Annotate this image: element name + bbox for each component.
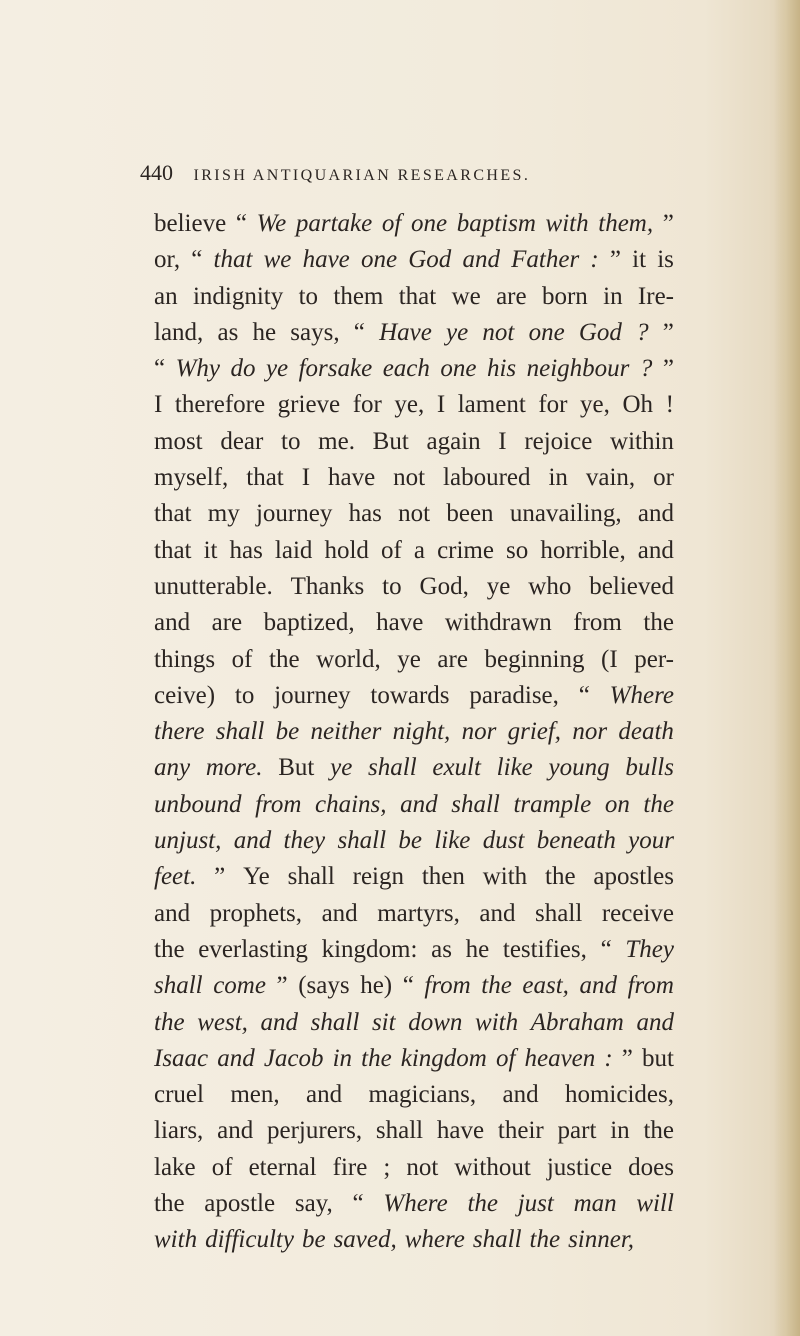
word: Thanks: [290, 572, 365, 600]
word: one: [360, 246, 398, 274]
word: not: [406, 1153, 439, 1181]
word: be: [275, 718, 300, 746]
word: shall: [451, 790, 500, 818]
word: any: [154, 754, 191, 782]
word: night,: [392, 718, 451, 746]
word: unbound: [154, 790, 242, 818]
word: with: [545, 210, 589, 237]
word: shall: [215, 718, 265, 746]
word: where: [404, 1226, 465, 1254]
text-line: [154, 460, 674, 496]
text-line: [154, 242, 674, 278]
word: shall: [310, 1008, 360, 1036]
word: hold: [324, 536, 369, 564]
word: that: [398, 282, 437, 310]
word: “: [402, 972, 414, 1000]
word: or: [653, 464, 674, 492]
word: dust: [482, 827, 525, 855]
word: just: [517, 1190, 554, 1218]
word: and: [306, 1081, 343, 1109]
word: the: [154, 935, 185, 963]
word: cruel: [154, 1081, 204, 1109]
word: for: [352, 391, 382, 419]
text-line: [154, 1005, 674, 1041]
word: apostle: [204, 1190, 276, 1218]
word: I: [301, 464, 311, 492]
word: per-: [634, 645, 674, 673]
word: therefore: [174, 391, 266, 419]
word: chains,: [315, 790, 387, 818]
word: shall: [535, 899, 583, 927]
word: but: [641, 1044, 674, 1072]
word: like: [496, 754, 533, 782]
word: in: [332, 1044, 353, 1072]
word: my: [207, 500, 240, 528]
word: Father: [511, 246, 580, 274]
word: have: [376, 609, 424, 637]
word: Why: [175, 355, 220, 383]
word: shall: [287, 863, 335, 891]
word: I: [498, 427, 507, 455]
word: on: [604, 790, 630, 818]
text-line: [154, 1222, 674, 1258]
word: their: [497, 1117, 544, 1145]
word: ”: [662, 318, 674, 346]
word: vain,: [585, 464, 636, 492]
word: the: [467, 1190, 498, 1218]
word: “: [353, 318, 365, 346]
word: of: [211, 1153, 233, 1181]
word: ;: [383, 1153, 391, 1181]
word: exult: [432, 754, 481, 782]
word: God: [578, 318, 622, 346]
word: feet.: [154, 863, 197, 891]
word: from: [424, 972, 471, 1000]
word: Have: [379, 318, 432, 346]
word: fire: [332, 1153, 368, 1181]
word: shall: [337, 827, 387, 855]
word: ye: [486, 572, 511, 600]
word: like: [434, 827, 471, 855]
word: ”: [621, 1044, 633, 1072]
text-line: [154, 896, 674, 932]
word: partake: [295, 210, 373, 237]
word: “: [154, 355, 166, 383]
word: and: [637, 536, 674, 564]
word: withdrawn: [444, 609, 552, 637]
word: testifies,: [502, 935, 587, 963]
page-number: 440: [140, 160, 173, 185]
word: one: [528, 318, 565, 346]
word: and: [233, 827, 272, 855]
word: “: [352, 1190, 364, 1218]
word: receive: [601, 899, 674, 927]
word: has: [348, 500, 382, 528]
word: be: [398, 827, 422, 855]
word: ”: [214, 863, 226, 891]
word: shall: [154, 972, 203, 1000]
text-line: [154, 714, 674, 750]
text-line: [154, 1077, 674, 1113]
word: shall: [472, 1226, 522, 1254]
text-line: [154, 424, 674, 460]
word: from: [627, 972, 674, 1000]
word: have: [436, 1117, 485, 1145]
word: to: [234, 681, 255, 709]
word: Ire-: [637, 282, 674, 310]
text-line: [154, 787, 674, 823]
word: of: [381, 210, 402, 237]
word: again: [426, 427, 481, 455]
word: “: [191, 246, 203, 274]
word: magicians,: [368, 1081, 477, 1109]
word: your: [628, 827, 674, 855]
word: But: [278, 754, 315, 782]
word: come: [213, 972, 266, 1000]
word: forsake: [298, 355, 373, 383]
word: and: [321, 899, 358, 927]
word: and: [217, 1044, 255, 1072]
word: crime: [437, 536, 494, 564]
word: dear: [220, 427, 264, 455]
body-text: [154, 206, 674, 1259]
word: world,: [316, 645, 381, 673]
word: neighbour: [526, 355, 630, 383]
word: as: [431, 935, 452, 963]
text-line: [154, 315, 674, 351]
word: are: [496, 282, 527, 310]
word: of: [381, 536, 402, 564]
text-line: [154, 1041, 674, 1077]
word: there: [154, 718, 205, 746]
word: paradise,: [469, 681, 559, 709]
word: believed: [589, 572, 674, 600]
word: most: [154, 427, 203, 455]
word: to: [281, 427, 301, 455]
word: they: [283, 827, 326, 855]
word: as: [217, 318, 239, 346]
word: them: [333, 282, 384, 310]
word: that: [246, 464, 284, 492]
word: in: [610, 1117, 630, 1145]
word: and: [154, 899, 191, 927]
word: from: [255, 790, 302, 818]
word: unjust,: [154, 827, 222, 855]
text-line: [154, 569, 674, 605]
word: ceive): [154, 681, 216, 709]
word: saved,: [333, 1226, 397, 1254]
word: ye: [330, 754, 353, 782]
word: the: [269, 645, 300, 673]
word: ye,: [580, 391, 610, 419]
word: homicides,: [564, 1081, 674, 1109]
word: ?: [636, 318, 649, 346]
word: that: [213, 246, 253, 274]
word: grieve: [277, 391, 341, 419]
word: ye,: [394, 391, 425, 419]
word: sinner,: [568, 1226, 635, 1254]
word: horrible,: [540, 536, 626, 564]
word: (says: [298, 972, 350, 1000]
word: prophets,: [209, 899, 303, 927]
word: Jacob: [263, 1044, 324, 1072]
word: men,: [230, 1081, 280, 1109]
text-line: [154, 351, 674, 387]
word: “: [578, 681, 590, 709]
page-edge-shadow: [774, 0, 800, 1336]
text-line: [154, 1113, 674, 1149]
word: lament: [457, 391, 526, 419]
word: liars,: [154, 1117, 204, 1145]
word: for: [538, 391, 568, 419]
word: ye: [265, 355, 289, 383]
word: believe: [154, 210, 227, 237]
word: and: [636, 1008, 674, 1036]
text-line: [154, 1150, 674, 1186]
word: unavailing,: [509, 500, 622, 528]
word: he: [252, 318, 277, 346]
word: trample: [513, 790, 592, 818]
word: he): [360, 972, 393, 1000]
word: an: [154, 282, 178, 310]
word: God: [408, 246, 452, 274]
word: “: [600, 935, 612, 963]
word: ye: [397, 645, 421, 673]
word: to: [298, 282, 319, 310]
word: shall: [368, 754, 417, 782]
word: (I: [601, 645, 618, 673]
text-line: [154, 859, 674, 895]
word: laid: [274, 536, 313, 564]
word: down: [408, 1008, 463, 1036]
word: each: [382, 355, 430, 383]
word: and: [579, 972, 617, 1000]
word: and: [400, 790, 438, 818]
word: the: [545, 863, 576, 891]
word: we: [451, 282, 481, 310]
word: :: [590, 246, 599, 274]
word: man: [573, 1190, 617, 1218]
word: heaven: [524, 1044, 596, 1072]
word: are: [211, 609, 243, 637]
word: a: [413, 536, 425, 564]
running-title: IRISH ANTIQUARIAN RESEARCHES.: [193, 167, 531, 184]
word: justice: [546, 1153, 613, 1181]
word: ye: [446, 318, 469, 346]
word: indignity: [192, 282, 284, 310]
word: laboured: [443, 464, 531, 492]
word: and: [462, 246, 500, 274]
word: land,: [154, 318, 204, 346]
word: in: [548, 464, 568, 492]
word: the: [361, 1044, 392, 1072]
word: ”: [276, 972, 288, 1000]
word: and: [479, 899, 516, 927]
word: baptism: [456, 210, 536, 237]
word: and: [217, 1117, 254, 1145]
word: that: [154, 500, 192, 528]
word: so: [506, 536, 529, 564]
word: and: [260, 1008, 299, 1036]
word: eternal: [248, 1153, 317, 1181]
text-line: [154, 496, 674, 532]
word: sit: [371, 1008, 396, 1036]
word: it: [203, 536, 218, 564]
word: the: [481, 972, 512, 1000]
word: with: [154, 1226, 198, 1254]
word: neither: [310, 718, 382, 746]
word: death: [618, 718, 674, 746]
word: west,: [197, 1008, 248, 1036]
word: I: [154, 391, 163, 419]
word: martyrs,: [377, 899, 460, 927]
word: ?: [639, 355, 653, 383]
word: Ye: [243, 863, 270, 891]
word: beginning: [484, 645, 585, 673]
word: been: [446, 500, 494, 528]
word: have: [327, 464, 376, 492]
text-line: [154, 533, 674, 569]
word: of: [495, 1044, 516, 1072]
word: ”: [662, 355, 674, 383]
text-line: [154, 279, 674, 315]
word: the: [154, 1008, 185, 1036]
word: and: [154, 609, 191, 637]
word: are: [437, 645, 468, 673]
word: is: [657, 246, 674, 274]
word: !: [665, 391, 674, 419]
word: we: [263, 246, 292, 274]
word: :: [604, 1044, 613, 1072]
text-line: [154, 206, 674, 242]
text-line: [154, 750, 674, 786]
text-line: [154, 823, 674, 859]
word: beneath: [536, 827, 616, 855]
word: lake: [154, 1153, 196, 1181]
word: and: [502, 1081, 539, 1109]
word: has: [229, 536, 263, 564]
word: kingdom: [400, 1044, 487, 1072]
word: They: [625, 935, 674, 963]
word: them,: [598, 210, 654, 237]
word: ”: [609, 246, 621, 274]
word: of: [231, 645, 253, 673]
word: the: [154, 1190, 185, 1218]
text-line: [154, 642, 674, 678]
word: towards: [370, 681, 450, 709]
word: he: [465, 935, 490, 963]
word: do: [230, 355, 256, 383]
word: kingdom:: [321, 935, 418, 963]
word: the: [643, 609, 674, 637]
word: not: [482, 318, 515, 346]
word: God,: [419, 572, 469, 600]
word: “: [235, 210, 247, 237]
word: more.: [205, 754, 263, 782]
word: grief,: [507, 718, 562, 746]
word: young: [548, 754, 610, 782]
word: with: [475, 1008, 519, 1036]
word: the: [643, 1117, 674, 1145]
word: journey: [255, 500, 333, 528]
word: nor: [461, 718, 497, 746]
word: it: [632, 246, 647, 274]
word: one: [440, 355, 477, 383]
word: the: [643, 790, 674, 818]
word: Where: [609, 681, 674, 709]
word: everlasting: [198, 935, 308, 963]
word: without: [454, 1153, 531, 1181]
text-line: [154, 968, 674, 1004]
word: Isaac: [154, 1044, 209, 1072]
word: not: [398, 500, 431, 528]
word: who: [528, 572, 572, 600]
word: in: [603, 282, 623, 310]
word: part: [557, 1117, 597, 1145]
text-line: [154, 605, 674, 641]
word: Oh: [622, 391, 654, 419]
word: say,: [294, 1190, 333, 1218]
text-line: [154, 1186, 674, 1222]
word: and: [637, 500, 674, 528]
word: myself,: [154, 464, 229, 492]
word: says,: [290, 318, 340, 346]
word: shall: [375, 1117, 424, 1145]
word: born: [541, 282, 588, 310]
word: be: [301, 1226, 326, 1254]
word: with: [482, 863, 528, 891]
word: Where: [383, 1190, 448, 1218]
text-line: [154, 678, 674, 714]
page-header: [140, 160, 660, 190]
word: nor: [572, 718, 608, 746]
word: the: [529, 1226, 561, 1254]
word: me.: [318, 427, 355, 455]
word: rejoice: [524, 427, 593, 455]
word: perjurers,: [267, 1117, 363, 1145]
word: then: [421, 863, 465, 891]
word: will: [636, 1190, 674, 1218]
word: things: [154, 645, 216, 673]
word: that: [154, 536, 192, 564]
word: reign: [352, 863, 405, 891]
word: Abraham: [530, 1008, 624, 1036]
word: his: [486, 355, 517, 383]
word: We: [256, 210, 287, 237]
word: unutterable.: [154, 572, 273, 600]
word: from: [573, 609, 622, 637]
word: one: [410, 210, 448, 237]
text-line: [154, 932, 674, 968]
word: I: [436, 391, 446, 419]
word: baptized,: [263, 609, 355, 637]
word: east,: [522, 972, 569, 1000]
word: apostles: [593, 863, 674, 891]
word: ”: [662, 210, 674, 237]
word: within: [610, 427, 674, 455]
word: But: [372, 427, 409, 455]
word: bulls: [625, 754, 674, 782]
word: journey: [274, 681, 351, 709]
text-line: [154, 387, 674, 423]
word: to: [382, 572, 402, 600]
word: have: [302, 246, 350, 274]
word: difficulty: [205, 1226, 294, 1254]
word: does: [628, 1153, 674, 1181]
word: not: [393, 464, 426, 492]
word: or,: [154, 246, 181, 274]
